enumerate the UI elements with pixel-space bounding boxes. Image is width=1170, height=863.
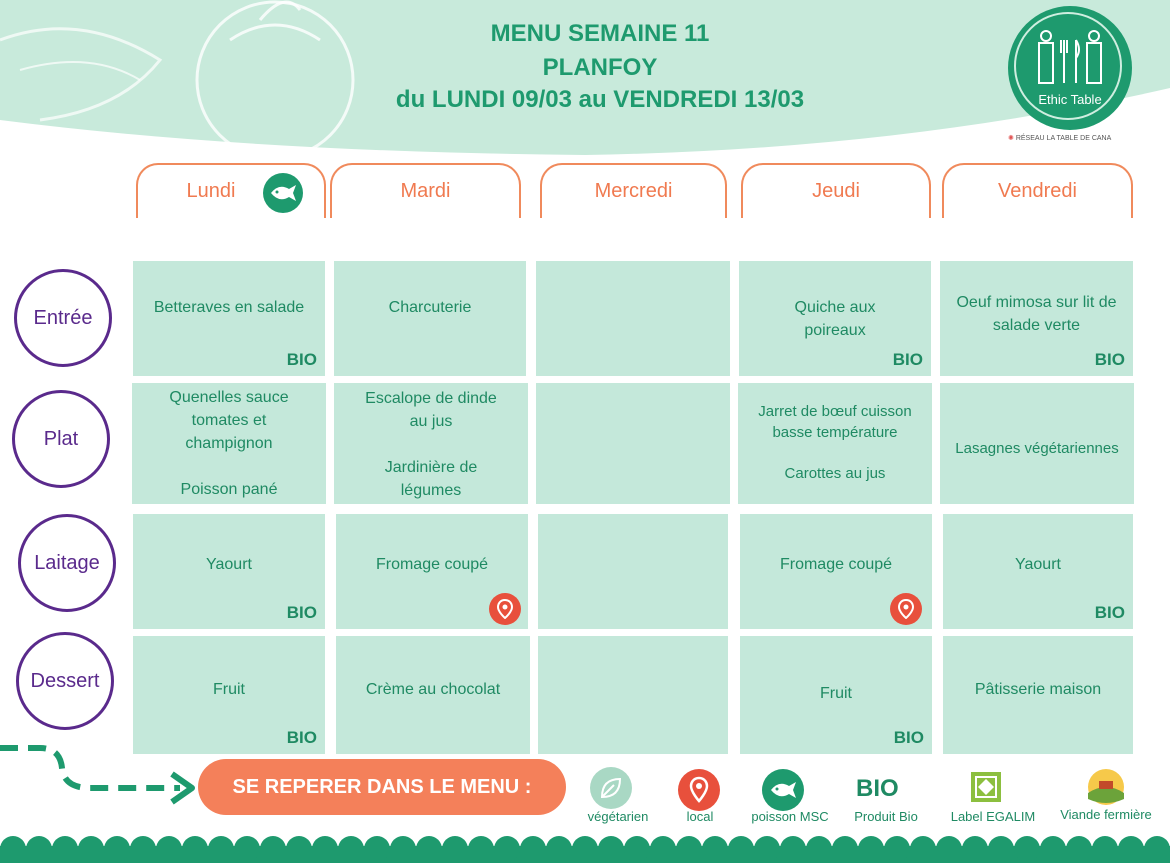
dish-name: salade verte [992, 317, 1081, 334]
bio-badge: BIO [286, 603, 317, 622]
row-label-dessert: Dessert [16, 632, 114, 730]
day-label: Mardi [400, 180, 451, 202]
cell-dessert-vendredi [943, 636, 1133, 754]
cell-laitage-lundi [133, 514, 325, 629]
day-label: Jeudi [812, 180, 860, 202]
day-header-jeudi [741, 163, 931, 218]
local-pin-icon [890, 593, 922, 625]
local-pin-icon [678, 769, 720, 811]
dish-name: Quenelles sauce [169, 389, 289, 406]
viande-fermiere-icon [1085, 767, 1127, 807]
dish-name: basse température [772, 424, 898, 441]
cell-entree-jeudi [739, 261, 931, 376]
legend-label: local [686, 809, 714, 824]
dish-name: légumes [400, 482, 462, 499]
day-label: Mercredi [594, 180, 673, 202]
legend-label: poisson MSC [751, 809, 829, 824]
row-label-plat: Plat [12, 390, 110, 488]
dish-name: Crème au chocolat [365, 681, 501, 698]
footer-wave [0, 836, 1170, 863]
cell-entree-mercredi [536, 261, 730, 376]
dish-name: Quiche aux [794, 299, 876, 316]
bio-badge: BIO [286, 350, 317, 369]
reseau-label [1008, 134, 1111, 142]
reseau-dot-icon: ✺ [1008, 135, 1014, 142]
local-pin-icon [489, 593, 521, 625]
cell-laitage-jeudi [740, 514, 932, 629]
egalim-label-icon [970, 771, 1002, 803]
dashed-arrow-icon [0, 740, 200, 810]
bio-badge: BIO [892, 350, 923, 369]
cell-entree-vendredi [940, 261, 1133, 376]
row-label-laitage: Laitage [18, 514, 116, 612]
dish-name: Escalope de dinde [365, 390, 497, 407]
cell-plat-vendredi [940, 383, 1134, 504]
fish-icon [263, 173, 303, 213]
cell-entree-lundi [133, 261, 325, 376]
location-title: PLANFOY [542, 54, 658, 81]
cell-laitage-mercredi [538, 514, 728, 629]
menu-week-title: MENU SEMAINE 11 [490, 20, 710, 47]
ethic-table-logo [1008, 6, 1132, 130]
cell-plat-mardi [334, 383, 528, 504]
logo-label: Ethic Table [1038, 92, 1102, 107]
row-label-entree: Entrée [14, 269, 112, 367]
cell-laitage-mardi [336, 514, 528, 629]
date-range-title: du LUNDI 09/03 au VENDREDI 13/03 [395, 86, 805, 113]
dish-name: champignon [185, 435, 273, 452]
bio-badge: BIO [1094, 603, 1125, 622]
dish-name: Fromage coupé [779, 556, 893, 573]
dish-name: Lasagnes végétariennes [955, 440, 1119, 457]
dish-name: Oeuf mimosa sur lit de [956, 294, 1117, 311]
cell-laitage-vendredi [943, 514, 1133, 629]
dish-name: tomates et [191, 412, 267, 429]
dish-name: Pâtisserie maison [974, 681, 1102, 698]
cell-dessert-mardi [336, 636, 530, 754]
dish-name: Jarret de bœuf cuisson [758, 403, 912, 420]
bio-badge: BIO [286, 728, 317, 747]
day-header-mardi [330, 163, 521, 218]
dish-name: Jardinière de [384, 459, 478, 476]
cell-plat-lundi [132, 383, 326, 504]
dish-name: Yaourt [1015, 556, 1061, 573]
day-label: Lundi [186, 180, 236, 202]
cell-plat-mercredi [536, 383, 730, 504]
dish-name: Betteraves en salade [153, 299, 305, 316]
day-label: Vendredi [998, 180, 1077, 202]
legend-label: végétarien [587, 809, 649, 824]
dish-name: Fruit [820, 685, 852, 702]
dish-name: Poisson pané [180, 481, 278, 498]
dish-name: au jus [409, 413, 453, 430]
dish-name: poireaux [804, 322, 866, 339]
dish-name: Yaourt [206, 556, 252, 573]
cell-dessert-jeudi [740, 636, 932, 754]
chef-figures-icon [1034, 28, 1106, 88]
legend-label: Viande fermière [1060, 807, 1152, 822]
leaf-icon [590, 767, 632, 809]
legend-label: Produit Bio [854, 809, 918, 824]
day-header-vendredi [942, 163, 1133, 218]
reseau-text: RÉSEAU LA TABLE DE CANA [1015, 135, 1112, 142]
bio-mark: BIO [856, 775, 899, 802]
cell-dessert-mercredi [538, 636, 728, 754]
bio-badge: BIO [1094, 350, 1125, 369]
fish-icon [762, 769, 804, 811]
cell-plat-jeudi [738, 383, 932, 504]
day-header-mercredi [540, 163, 727, 218]
dish-name: Charcuterie [388, 299, 472, 316]
legend-banner: SE REPERER DANS LE MENU : [198, 759, 566, 815]
dish-name: Carottes au jus [784, 465, 886, 482]
cell-dessert-lundi [133, 636, 325, 754]
dish-name: Fruit [213, 681, 245, 698]
cell-entree-mardi [334, 261, 526, 376]
legend-label: Label EGALIM [950, 809, 1036, 824]
dish-name: Fromage coupé [375, 556, 489, 573]
bio-badge: BIO [893, 728, 924, 747]
